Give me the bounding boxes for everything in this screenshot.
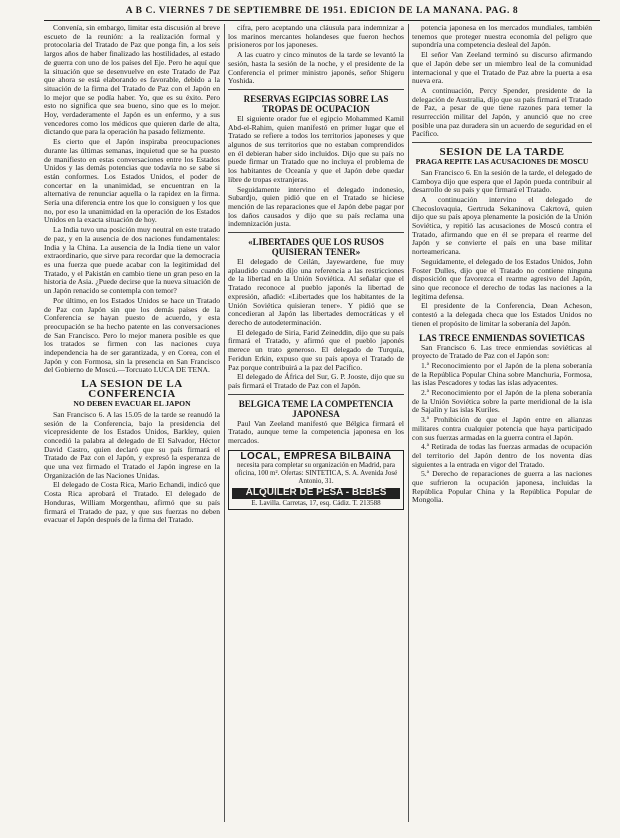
article-paragraph: El delegado de Siria, Farid Zeineddin, dijo que su país firmará el Tratado, y afirmó que el pueblo japonés merece un trato generoso. El delegado de Turquía, Feridun Erkin, expuso que su país apoya el Tratado de Paz porque contribuirá a la paz del Pacífico. bbox=[228, 327, 404, 372]
page-header: A B C. VIERNES 7 DE SEPTIEMBRE DE 1951. EDICIÓN DE LA MAÑANA. PAG. 8 bbox=[44, 6, 600, 21]
article-paragraph: 4.ª Retirada de todas las fuerzas armadas de ocupación del territorio del Japón dentro de los noventa días siguientes a la entrada en vigor del Tratado. bbox=[412, 442, 592, 469]
column-rule-1 bbox=[224, 24, 225, 822]
article-paragraph: El delegado de Ceilán, Jayewardene, fue muy aplaudido cuando dijo una referencia a las restricciones de la libertad en la Unión Soviética. Al señalar que el Tratado reconoce al pueblo japonés la libertad de expresión, añadió: «Libertades que los habitantes de la Unión Soviética quisieran tener». Y pidió que se concedieran al Japón las libertades democráticas y el derecho de autodeterminación. bbox=[228, 257, 404, 327]
section-headline: LAS TRECE ENMIENDAS SOVIETICAS bbox=[419, 332, 585, 343]
article-paragraph: El delegado de África del Sur, G. P. Jooste, dijo que su país firmará el Tratado de Paz con el Japón. bbox=[228, 372, 404, 390]
article-paragraph: Seguidamente intervino el delegado indonesio, Subardjo, quien pidió que en el Tratado se hiciese mención de las reparaciones que el Japón debe pagar por los daños causados y dijo que su país reclama una indemnización justa. bbox=[228, 184, 404, 229]
article-paragraph: cifra, pero aceptando una cláusula para indemnizar a los marinos mercantes holandeses que fueron hechos prisioneros por los japoneses. bbox=[228, 24, 404, 50]
article-paragraph: Es cierto que el Japón inspiraba preocupaciones durante las últimas semanas, inquietud que se ha puesto de manifiesto en estas conversaciones entre los Estados Unidos y las demás potencias que todavía no se sabe si están conformes. Los Estados Unidos, el poder de concertar en la unanimidad, se encuentran en la alternativa de renunciar aquella o la rapidez en la firma. Sería una diferencia entre los que lo consiguen y los que no, por eso la unanimidad en la operación de los Estados Unidos en la exacta situación de hoy. bbox=[44, 137, 220, 225]
article-paragraph: El presidente de la Conferencia, Dean Acheson, contestó a la delegada checa que los Estados Unidos no tienen el propósito de limitar la soberanía del Japón. bbox=[412, 301, 592, 328]
section-headline: SESION DE LA TARDE bbox=[439, 146, 565, 159]
article-paragraph: A las cuatro y cinco minutos de la tarde se levantó la sesión, hasta la sesión de la noche, y el presidente de la Conferencia el primer ministro japonés, señor Shigeru Yoshida. bbox=[228, 50, 404, 86]
section-headline: BELGICA TEME LA COMPETENCIA JAPONESA bbox=[238, 398, 394, 419]
column-rule-2 bbox=[408, 24, 409, 822]
article-paragraph: El siguiente orador fue el egipcio Mohammed Kamil Abd-el-Rahim, quien manifestó en primer lugar que el Tratado se refiere a todos los territorios japoneses y que algunos de sus territorios que no estaban comprendidos en él debieran haber sido incluidos. Dijo que su país no puede firmar un Tratado que no incluya el problema de los habitantes de Oceanía y que el Japón debe quedar libre de tropas extranjeras. bbox=[228, 113, 404, 184]
article-paragraph: 1.ª Reconocimiento por el Japón de la plena soberanía de la República Popular China sobre Manchuria, Formosa, las islas Pescadores y todas las islas adyacentes. bbox=[412, 360, 592, 388]
article-paragraph: 5.ª Derecho de reparaciones de guerra a las naciones que sufrieron la ocupación japonesa, incluidas la República Popular China y la República Popular de Mongolia. bbox=[412, 469, 592, 505]
divider bbox=[228, 394, 404, 395]
article-paragraph: El señor Van Zeeland terminó su discurso afirmando que el Japón debe ser un miembro leal de la comunidad internacional y que el Tratado de Paz abre la puerta a esa nueva era. bbox=[412, 50, 592, 86]
column-2 bbox=[228, 24, 404, 822]
article-paragraph: 2.ª Reconocimiento por el Japón de la plena soberanía de la Unión Soviética sobre la parte meridional de la isla de Sajalín y las islas Kuriles. bbox=[412, 388, 592, 415]
column-3 bbox=[412, 24, 592, 822]
article-paragraph: 3.ª Prohibición de que el Japón entre en alianzas militares contra cualquier potencia que haya participado con sus fuerzas armadas en la guerra contra el Japón. bbox=[412, 415, 592, 442]
ad-title: ALQUILER DE PESA - BEBES bbox=[232, 488, 400, 499]
divider bbox=[228, 89, 404, 90]
section-headline: LA SESION DE LA CONFERENCIA bbox=[81, 378, 183, 401]
ad-body: necesita para completar su organización en Madrid, para oficina, 100 m². Ofertas: SINTETICA, S. A. Avenida José Antonio, 31. bbox=[234, 461, 398, 486]
article-paragraph: El delegado de Costa Rica, Mario Echandi, indicó que Costa Rica aprobará el Tratado. El delegado de Honduras, William Morgenthau, afirmó que su país firmará el Tratado de paz, y que sus fuerzas no deben evacuar el Japón después de la firma del Tratado. bbox=[44, 480, 220, 525]
article-paragraph: San Francisco 6. En la sesión de la tarde, el delegado de Camboya dijo que espera que el Japón pueda contribuir al desarrollo de su país y que firmará el Tratado. bbox=[412, 167, 592, 195]
section-headline: RESERVAS EGIPCIAS SOBRE LAS TROPAS DE OCUPACION bbox=[243, 93, 389, 114]
article-paragraph: Seguidamente, el delegado de los Estados Unidos, John Foster Dulles, dijo que el Tratado no contiene ninguna disposición que favorezca el rearme agresivo del Japón, sino que reconoce el derecho de todas las naciones a la legítima defensa. bbox=[412, 256, 592, 301]
divider bbox=[412, 142, 592, 143]
section-subheadline: NO DEBEN EVACUAR EL JAPON bbox=[73, 399, 191, 409]
article-paragraph: A continuación intervino el delegado de Checoslovaquia, Gertruda Sekaninova Cakrtová, quien dijo que su país apoya plenamente la posición de la Unión Soviética, y repitió las acusaciones de Moscú contra el Tratado, afirmando que en él se prepara el rearme del Japón y se convierte el país en una base militar norteamericana. bbox=[412, 194, 592, 257]
article-paragraph: La India tuvo una posición muy neutral en este tratado de paz, y en la ausencia de dos naciones fundamentales: India y la China. La ausencia de la India tiene un valor extraordinario, que sirve para recordar que la democracia es una fuerza que puede acabar con la legitimidad del Tratado, y el Pakistán en cambio tiene un gran peso en la historia de Asia. ¿Puede decirse que la nueva situación de un Japón renacido se contempla con temor? bbox=[44, 225, 220, 296]
ad-title: LOCAL, EMPRESA BILBAINA bbox=[240, 450, 392, 462]
section-headline: «LIBERTADES QUE LOS RUSOS QUISIERAN TENER» bbox=[248, 237, 384, 258]
article-paragraph: San Francisco 6. Las trece enmiendas soviéticas al proyecto de Tratado de Paz con el Japón son: bbox=[412, 342, 592, 361]
column-1 bbox=[44, 24, 220, 822]
divider bbox=[228, 232, 404, 233]
article-paragraph: Por último, en los Estados Unidos se hace un Tratado de Paz con Japón sin que los demás países de la Conferencia se hayan puesto de acuerdo, y esta preocupación se ha hecho patente en las conversaciones de San Francisco. Pero lo mejor manera posible es que los tratados se firmen con las naciones cuya independencia ha de ser garantizada, y en Corea, con el Japón y con Formosa, sin la presencia en San Francisco del Gobierno de Moscú.—Torcuato LUCA DE TENA. bbox=[44, 295, 220, 375]
classified-ad bbox=[228, 450, 404, 510]
ad-body: E. Lavilla. Carretas, 17, esq. Cádiz. T. 213588 bbox=[251, 499, 381, 508]
article-paragraph: Convenía, sin embargo, limitar esta discusión al breve escueto de la reunión: a la realización formal y protocolaria del Tratado de Paz que ponga fin, a los seis largos años de haber finalizado las hostilidades, al estado de guerra con uno de los países del Eje. Pero he aquí que la situación que se desenvuelve en este Tratado de Paz que ahora se está elaborando es favorable, debido a la situación de la firma del Tratado de Paz con el Japón en lo mejor que se podía haber. Yo, que es su éxito. Pero esto no significa que sea bueno, sino que es lo mejor. Hoy, verdaderamente el Japón es un enfermo, y a sus vencedores como los médicos que quieren darle de alta, dictando que para la operación ha pasado felizmente. bbox=[44, 24, 220, 137]
article-paragraph: Paul Van Zeeland manifestó que Bélgica firmará el Tratado, aunque teme la competencia japonesa en los mercados. bbox=[228, 418, 404, 446]
article-paragraph: San Francisco 6. A las 15.05 de la tarde se reanudó la sesión de la Conferencia, bajo la presidencia del vicepresidente de los Estados Unidos, Barkley, quien concedió la palabra al delegado de El Salvador, Héctor David Castro, quien declaró que su país firmará el Tratado de Paz con el Japón, y expresó la esperanza de que una vez firmado el Tratado el Japón ingrese en la Organización de las Naciones Unidas. bbox=[44, 409, 220, 480]
article-paragraph: A continuación, Percy Spender, presidente de la delegación de Australia, dijo que su país firmará el Tratado de Paz, a pesar de que tiene razones para temer la resurrección militar del Japón, y anunció que no cree posible una paz duradera sin un acuerdo de seguridad en el Pacífico. bbox=[412, 85, 592, 139]
section-subheadline: PRAGA REPITE LAS ACUSACIONES DE MOSCU bbox=[415, 157, 589, 167]
article-paragraph: potencia japonesa en los mercados mundiales, también tenemos que proteger nuestra economía del peligro que supondría una competencia desleal del Japón. bbox=[412, 24, 592, 50]
